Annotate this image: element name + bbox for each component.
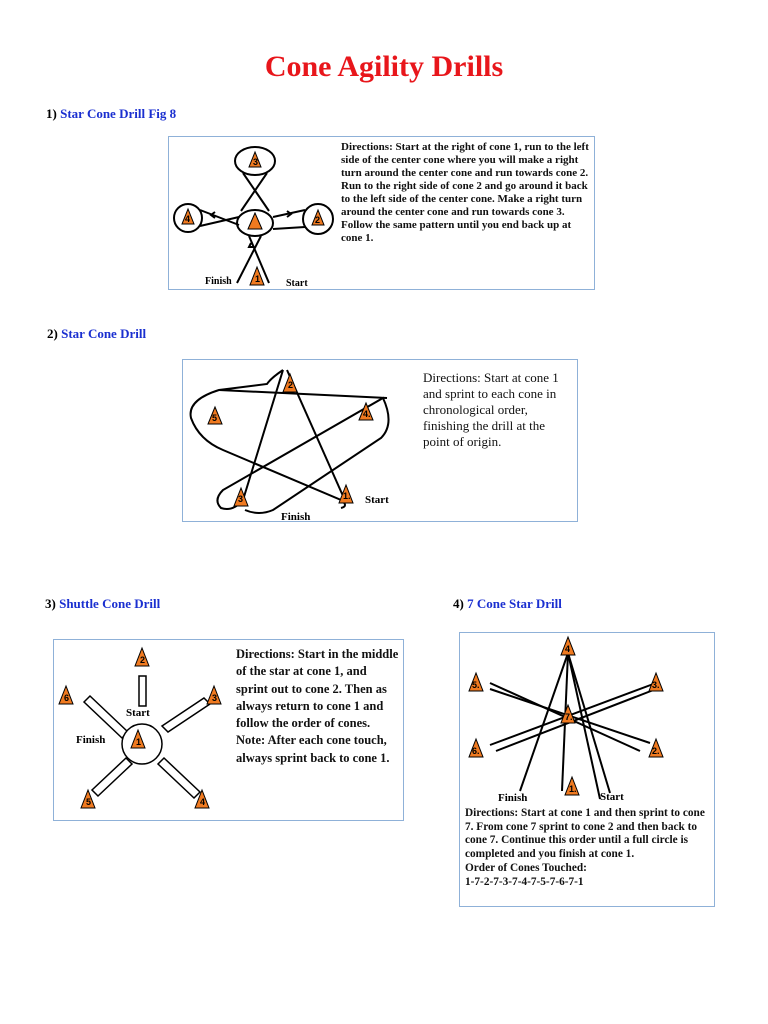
- drill-3-cone-2-label: 2: [140, 655, 146, 665]
- drill-4-cone-1-label: 1.: [569, 784, 577, 794]
- drill-3-link[interactable]: Shuttle Cone Drill: [59, 596, 161, 611]
- drill-1-cone-3-label: 3: [253, 157, 259, 167]
- drill-1-finish-label: Finish: [205, 276, 232, 287]
- drill-3-number: 3): [45, 596, 56, 611]
- drill-4-link[interactable]: 7 Cone Star Drill: [467, 596, 562, 611]
- drill-1-cone-1-label: 1: [255, 274, 261, 284]
- drill-2-directions: Directions: Start at cone 1 and sprint to each cone in chronological order, finishing the drill at the point of origin.: [423, 370, 559, 449]
- drill-2-start-label: Start: [365, 494, 389, 506]
- drill-3-lane-downleft: [92, 758, 132, 796]
- drill-1-number: 1): [46, 106, 57, 121]
- drill-3-finish-label: Finish: [76, 734, 106, 746]
- drill-1-cone-center: [248, 213, 262, 229]
- drill-2-cone-5-label: 5: [212, 413, 218, 423]
- drill-3-start-label: Start: [126, 707, 150, 719]
- drill-4-finish-label: Finish: [498, 792, 528, 804]
- drill-1-cone-2-label: 2: [315, 215, 321, 225]
- drill-1-directions: Directions: Start at the right of cone 1, run to the left side of the center cone where you will make a right turn around the center cone and run towards cone 2. Run to the right side of cone 2 and go around it back to the left side of the center cone. Make a right turn around the center cone and run towards cone 3. Follow the same pattern until you end back up at cone 1.: [341, 141, 589, 244]
- drill-4-order-sequence: 1-7-2-7-3-7-4-7-5-7-6-7-1: [465, 875, 584, 888]
- drill-2-link[interactable]: Star Cone Drill: [61, 326, 147, 341]
- drill-4-cone-6-label: 6.: [472, 746, 480, 756]
- drill-4-cone-2-label: 2.: [652, 746, 660, 756]
- drill-3-directions: Directions: Start in the middle of the star at cone 1, and sprint out to cone 2. Then as always return to cone 1 and follow the order of cones. Note: After each cone touch, always sprint back to cone 1.: [236, 647, 399, 765]
- page-title: Cone Agility Drills: [264, 50, 504, 83]
- drill-3-lane-upright: [162, 698, 210, 732]
- drill-1-link[interactable]: Star Cone Drill Fig 8: [60, 106, 177, 121]
- drill-4-number: 4): [453, 596, 464, 611]
- drill-3-lane-up: [139, 676, 146, 706]
- drill-4-heading: [453, 596, 562, 612]
- drill-4-order-label: Order of Cones Touched:: [465, 861, 587, 874]
- drill-3-figure: [53, 639, 404, 821]
- drill-4-figure: [459, 632, 715, 907]
- drill-2-heading: [47, 326, 146, 342]
- drill-1-cone-4-label: 4: [185, 214, 191, 224]
- drill-2-cone-2-label: 2: [288, 380, 294, 390]
- drill-2-cone-4-label: 4.: [363, 409, 371, 419]
- drill-3-heading: [45, 596, 160, 612]
- drill-4-cone-4-label: 4: [565, 644, 571, 654]
- drill-1-start-label: Start: [286, 278, 308, 289]
- drill-4-start-label: Start: [600, 791, 624, 803]
- drill-4-cone-3-label: 3.: [652, 680, 660, 690]
- drill-3-cone-6-label: 6: [64, 693, 70, 703]
- drill-4-cone-5-label: 5.: [472, 680, 480, 690]
- drill-2-cone-1-label: 1.: [343, 491, 351, 501]
- drill-4-directions-block: [465, 807, 713, 889]
- drill-1-figure: [168, 136, 595, 290]
- drill-2-number: 2): [47, 326, 58, 341]
- drill-3-cone-1-label: 1: [136, 737, 142, 747]
- drill-4-cone-7-label: 7.: [565, 712, 573, 722]
- drill-3-cone-3-label: 3: [212, 693, 218, 703]
- drill-4-directions: Directions: Start at cone 1 and then sprint to cone 7. From cone 7 sprint to cone 2 and then back to cone 7. Continue this order until a full circle is completed and you finish at cone 1.: [465, 807, 705, 861]
- drill-3-cone-5-label: 5: [86, 797, 92, 807]
- drill-1-heading: [46, 106, 176, 122]
- drill-3-lane-upleft: [84, 696, 128, 738]
- drill-3-cone-4-label: 4: [200, 797, 206, 807]
- drill-2-figure: [182, 359, 578, 522]
- drill-2-finish-label: Finish: [281, 511, 311, 521]
- drill-2-cone-3-label: 3: [238, 494, 244, 504]
- drill-3-lane-downright: [158, 758, 200, 798]
